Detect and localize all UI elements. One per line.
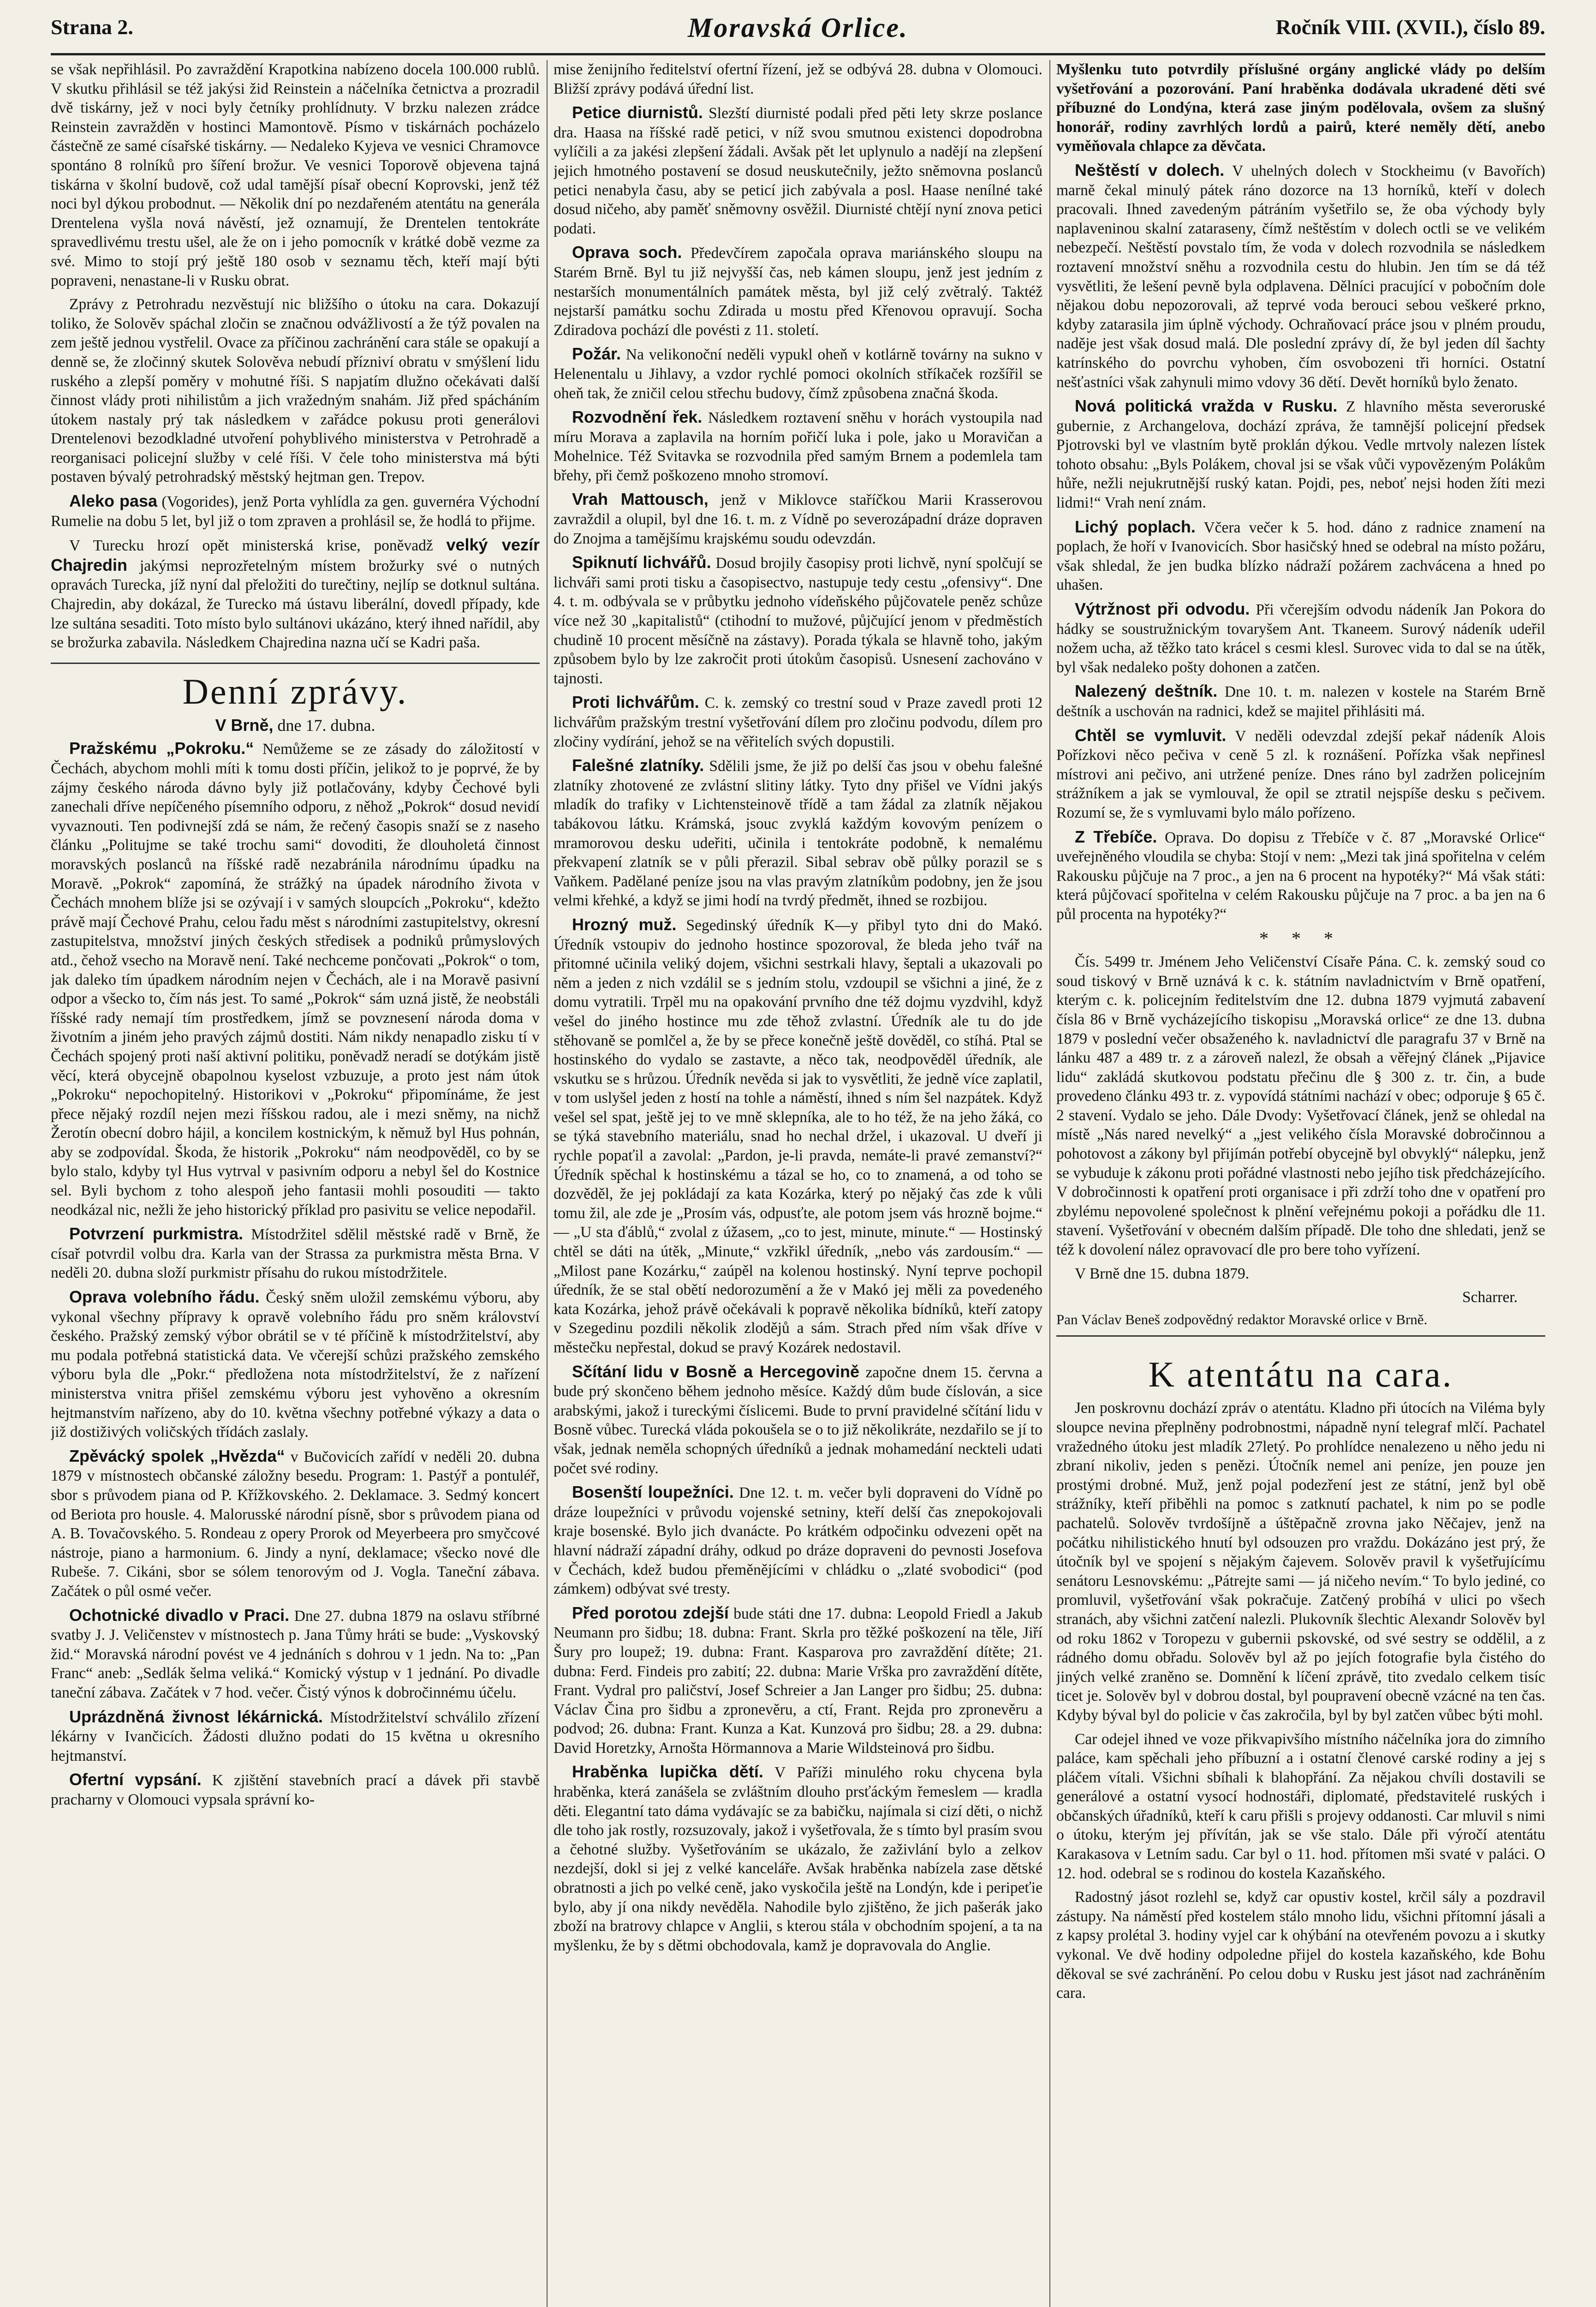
section-title: K atentátu na cara. bbox=[1148, 1354, 1453, 1395]
news-heading: Oprava soch. bbox=[572, 243, 682, 262]
page-number: Strana 2. bbox=[51, 15, 133, 39]
court-notice-date bbox=[1056, 1264, 1545, 1284]
news-text: Myšlenku tuto potvrdily příslušné orgány anglické vlády po delším vyšetřování a pozorování. Paní hraběnka dodávala ukradené děti své příbuzné do Londýna, která zase jiným podělovala, ovšem za slušný honorář, rodiny zavrhlých lordů a pairů, které neměly dětí, anebo vyměňovala chlapce za děvčata. bbox=[1056, 61, 1545, 155]
article-text: Jen poskrovnu dochází zpráv o atentátu. Kladno při útocích na Viléma byly sloupce nevina přeplněny podrobnostmi, nápadně nyní telegraf mlčí. Pachatel vražedného útoku jest mladík 27letý. Po prohlídce nenalezeno u něho jedu ni zbraní nikoliv, jeden s penězi. Útočník nemel ani peníze, jen pouze jen prostými drobné. Muž, jenž pojal podezření jest ze státní, jenž byl obě strážníky, kteří přiběhli na pomoc s zatknutí pachatel, k nim po se podle pachatelů. Solověv tvrdošíjně a úštěpačně zrovna jako Něčajev, jenž na počátku nihilistického hnutí byl odsouzen pro vraždu. Dokázáno jest prý, že útočník byl ve spojení s nějakým čajevem. Solověv pravil k vyšetřujícímu senátoru Lesnovskému: „Pátrejte sami — já ničeho nevím.“ To bylo jediné, co promluvil, vyšetřování však pokračuje. Zatčený probíhá v ulici po všech stranách, aby všichni zatčení nalezli. Plukovník šlechtic Alexandr Solověv byl od roku 1862 v Toropezu v gubernii pskovské, od své sestry se oddělil, a z rádného domu obřadu. Solověv byl až po jejích fotografie byla čistého do jiných velké zraněno se. Domnění k líčení zprávě, tito zvedalo celkem tisíc ticet je. Solověv byl v dobrou dostal, byl poupravení obecně vzácné na ten čas. Kdyby býval byl do policie v čas zakročila, byl by byl zatčen vůbec býti mohl. bbox=[1056, 1399, 1545, 1724]
news-item bbox=[51, 739, 540, 1219]
news-text: Slezští diurnisté podali před pěti lety skrze poslance dra. Haasa na říšské radě petici, v níž svou smutnou existenci dopodrobna vylíčili a za jakési zlepšení žádali. Avšak pět let uplynulo a nadějí na zlepšení jejich hmotného postavení se dosud neuskutečnily, ježto sněmovna poslanců petici nenabyla času, aby se peticí jich zabývala a posl. Haase nenílné také dosud ničeho, aby paměť sněmovny osvěžil. Diurnisté chtějí nyní znova petici podati. bbox=[554, 105, 1042, 237]
news-item bbox=[1056, 517, 1545, 595]
news-item bbox=[554, 407, 1042, 485]
news-heading: Pražskému „Pokroku.“ bbox=[69, 739, 254, 758]
news-item bbox=[1056, 599, 1545, 677]
article-text: Car odejel ihned ve voze přikvapivšího místního náčelníka jora do zimního paláce, kam spěchali jeho příbuzní a i ostatní členové carské rodiny a jej s pláčem vítali. Všichni sbíhali k blahopřání. Za nějakou chvíli dostavili se generálové a ostatní vysocí hodnostáři, diplomaté, představitelé ruských i občanských úřadníků, kteří k caru přišli s projevy oddanosti. Car mluvil s nimi o útoku, kterým jej přívítán, jak se vše stalo. Dále při výročí atentátu Karakasova v Letním sadu. Car byl o 11. hod. přítomen mši svaté v paláci. O 12. hod. odebral se s rodinou do kostela Kazaňského. bbox=[1056, 1730, 1545, 1882]
news-heading: Hrozný muž. bbox=[572, 914, 677, 934]
news-item bbox=[554, 243, 1042, 340]
news-heading: Před porotou zdejší bbox=[572, 1603, 729, 1622]
news-item bbox=[1056, 681, 1545, 721]
news-heading: Uprázdněná živnost lékárnická. bbox=[69, 1707, 323, 1726]
news-item bbox=[554, 1762, 1042, 1955]
news-item bbox=[51, 1707, 540, 1766]
news-item bbox=[554, 1482, 1042, 1599]
news-heading: Falešné zlatníky. bbox=[572, 756, 704, 775]
news-item bbox=[554, 103, 1042, 238]
court-notice bbox=[1056, 952, 1545, 1260]
news-heading: Rozvodnění řek. bbox=[572, 407, 703, 427]
news-text: Dosud brojily časopisy proti lichvě, nyní spolčují se lichváři sami proti tisku a časopisectvo, nastupuje tedy cestu „ofensivy“. Dne 4. t. m. odbývala se v průbytku jednoho vídeňského půjčovatele peněz schůze více než 30 „kapitalistů“ (ctihodní to mužové, půjčující jenom v předměstích chudině 10 procent měsíčně na zástavy). Porada týkala se hlavně toho, jakým způsobem bylo by lze zakročit proti útokům časopisů. Usnesení zachováno v tajnosti. bbox=[554, 555, 1042, 687]
news-item bbox=[1056, 161, 1545, 392]
news-heading: Bosenští loupežníci. bbox=[572, 1482, 734, 1502]
news-heading: Proti lichvářům. bbox=[572, 693, 699, 712]
article-text: Zprávy z Petrohradu nezvěstují nic bližšího o útoku na cara. Dokazují toliko, že Solověv spáchal zločin se značnou odvážlivostí a že týž povalen na zem ještě jednou vystřelil. Ovace za příčinou zachránění cara stále se opakují a denně se, že zločinný skutek Solověva nebudí přízniví obratu v smýšlení lidu ruského a zlepší poměry v mohutné říši. S napjatím dlužno očekávati další činnost vlády proti nihilistům a jich vražedným snahám. Již před spácháním útokem nastaly prý tak následkem v zařádce pokusu proti generálovi Drentelenovi bezodkladné utvoření pohyblivého ministerstva v Petrohradě a reorganisaci policejní služby v celé říši. V čele toho ministerstva má býti postaven bývalý petrohradský městský hejtman gen. Trepov. bbox=[51, 296, 540, 486]
news-text: Následkem roztavení sněhu v horách vystoupila nad míru Morava a zaplavila na horním pořičí luka i pole, jako u Moravičan a Mohelnice. Též Svitavka se rozvodnila před samým Brnem a podemlela tam břehy, při čemž poškozeno mnoho stromoví. bbox=[554, 409, 1042, 484]
column-2 bbox=[554, 60, 1042, 2307]
news-text: Místodržitelství schválilo zřízení lékárny v Ivančicích. Žádosti dlužno podati do 15 května u okresního hejtmanství. bbox=[51, 1709, 540, 1764]
news-text: Dne 12. t. m. večer byli dopraveni do Vídně po dráze loupežníci v průvodu vojenské setniny, kteří delší čas znepokojovali kraje bosenské. Bylo jich dvanácte. Po krátkém odpočinku odvezeni opět na hlavní nádraží západní dráhy, odkud po dráze dopraveni do pevnosti Josefova v Čechách, kdež budou přeměnějícími v chládku o „zlaté svobodici“ (pod zámkem) odbývat své tresty. bbox=[554, 1484, 1042, 1598]
news-heading: Z Třebíče. bbox=[1075, 827, 1157, 846]
column-rule bbox=[1049, 60, 1050, 2307]
news-text: Z hlavního města severoruské gubernie, z Archangelova, dochází zpráva, že tamnější policejní předsek Pjotrovski byl ve vlastním bytě proklán dýkou. Vedle mrtvoly nalezen lístek tohoto obsahu: „Byls Polákem, choval jsi se však vůči vypovězeným Polákům hůře, nežli nejukrutnější ruský katan. Pojdi, pes, neboť nejsi hoden žíti mezi lidmi!“ Vrah není znám. bbox=[1056, 398, 1545, 512]
news-item bbox=[554, 1603, 1042, 1758]
news-item bbox=[51, 1606, 540, 1703]
editor-line: Pan Václav Beneš zodpovědný redaktor Moravské orlice v Brně. bbox=[1056, 1310, 1545, 1337]
news-heading: Požár. bbox=[572, 344, 621, 364]
news-heading: Oprava volebního řádu. bbox=[69, 1287, 260, 1307]
news-item bbox=[1056, 827, 1545, 924]
signature: Scharrer. bbox=[1462, 1289, 1518, 1306]
news-continuation bbox=[554, 60, 1042, 98]
column-rule bbox=[547, 60, 548, 2307]
news-heading: Potvrzení purkmistra. bbox=[69, 1224, 244, 1243]
news-heading: Ochotnické divadlo v Praci. bbox=[69, 1605, 290, 1625]
news-item bbox=[554, 1362, 1042, 1478]
news-item bbox=[554, 553, 1042, 688]
news-heading: Ofertní vypsání. bbox=[69, 1770, 202, 1789]
column-1 bbox=[51, 60, 540, 2307]
news-heading: Nalezený deštník. bbox=[1075, 681, 1218, 701]
news-text: Na velikonoční neděli vypukl oheň v kotlárně továrny na sukno v Helenentalu u Jihlavy, a vzdor rychlé pomoci okolních stříkaček rozšířil se oheň tak, že zničil celou střechu budovy, čímž způsobena značná škoda. bbox=[554, 346, 1042, 402]
news-item bbox=[554, 915, 1042, 1357]
news-text: Místodržitel sdělil městské radě v Brně, že císař potvrdil volbu dra. Karla van der Strassa za purkmistra města Brna. V neděli 20. dubna složí purkmistr přísahu do rukou místodržitele. bbox=[51, 1226, 540, 1282]
news-item bbox=[554, 490, 1042, 548]
news-text: Dne 10. t. m. nalezen v kostele na Starém Brně deštník a uschován na radnici, kdež se majitel přihlásiti má. bbox=[1056, 683, 1545, 720]
news-heading: Lichý poplach. bbox=[1075, 517, 1196, 536]
issue-info: Ročník VIII. (XVII.), číslo 89. bbox=[1275, 15, 1545, 39]
news-item bbox=[51, 1770, 540, 1809]
article-continuation bbox=[51, 60, 540, 290]
news-heading: Neštěstí v dolech. bbox=[1075, 160, 1225, 179]
column-3 bbox=[1056, 60, 1545, 2307]
news-text: V uhelných dolech v Stockheimu (v Bavořích) marně čekal minulý pátek ráno dozorce na 13 horníků, kteří v dolech pracovali. Ihned zavedeným pátráním vyšetřilo se, že oba východy byly naplaveninou skalní zataraseny, čímž neštěstím v dolech octli se ve velikém nebezpečí. Neštěstí povstalo tím, že voda v dolech rozvodnila se následkem roztavení množství sněhu a rozvodnila cestu do hlubin. Jen tím se dá též vysvětliti, že lešení pevně byla odplavena. Dělníci pracující v pobočním dole nějakou dobu nepozorovali, až teprvé voda berouci sebou veškeré prkno, kdyby zatarasila jim úplně východy. Ochraňovací práce jsou v plném proudu, naděje jest však dosud malá. Dle poslední zprávy dí, že byl jeden díl šachty katrínského do povrchu vyhoben, čím osvobozeni tři horníci. Ostatní nešťastníci však zahynuli mimo vdovy 36 dětí. Devět horníků bylo ženato. bbox=[1056, 162, 1545, 391]
article-paragraph bbox=[1056, 1730, 1545, 1883]
news-heading: Chtěl se vymluvit. bbox=[1075, 725, 1227, 745]
article-text: se však nepřihlásil. Po zavraždění Krapotkina nabízeno docela 100.000 rublů. V skutku přihlásil se též jakýsi žid Reinstein a náčelníka četnictva a prozradil dvě tiskárny, jež v noci byly četníky prohlídnuty. V brzku nalezen zrádce Reinstein zavražděn v hostinci Mamontově. Písmo v tiskárnách pocházelo částečně ze samé císařské tiskárny. — Nedaleko Kyjeva ve vesnici Chramovce spontáno 8 rolníků pro šíření brožur. Ve vesnici Toporově objevena tajná tiskárna v školní budově, což udal tamější písař obecní Koprovski, jenž též noci byl dýkou probodnut. — Několik dní po nezdařeném atentátu na generála Drentelena vyšla nová návěstí, jež oznamují, že Drentelen tentokráte spravedlivému trestu ušel, ale že on i jeho pomocník v krátké době vezme za své. Mimo to stojí prý ještě 180 osob v seznamu těch, kteří mají býti popraveni, nenastane-li v Rusku obrat. bbox=[51, 61, 540, 289]
news-heading: Vrah Mattousch, bbox=[572, 490, 709, 509]
dateline bbox=[51, 716, 540, 735]
news-continuation bbox=[1056, 60, 1545, 156]
article-text: Radostný jásot rozlehl se, když car opustiv kostel, krčil sály a pozdravil zástupy. Na náměstí před kostelem stálo mnoho lidu, všichni přítomní jásali a z kapsy prolétal 3. hodiny vyjel car k ohýbání na otevřeném povozu a i skutky vykonal. Ve dvě hodiny odpoledne přijel do kostela kazaňského, kde Bohu děkoval se své zachránění. Po celou dobu v Rusku jest jásot nad zachráněním cara. bbox=[1056, 1889, 1545, 2002]
article-text: V Turecku hrozí opět ministerská krise, poněvadž bbox=[69, 537, 433, 555]
news-heading: Sčítání lidu v Bosně a Hercegovině bbox=[572, 1362, 860, 1381]
news-heading: Zpěvácký spolek „Hvězda“ bbox=[69, 1446, 285, 1465]
notice-date: V Brně dne 15. dubna 1879. bbox=[1075, 1265, 1250, 1282]
news-text: započne dnem 15. června a bude prý skončeno během jednoho měsíce. Každý dům bude číslován, a sice arabskými, jakož i tureckými číslicemi. Bude to první pravidelné sčítání lidu v Bosně vůbec. Turecká vláda pokoušela se o to již několikráte, nezdařilo se jí to však, jednak neměla schopných úředníků a jednak mohamedání neckteli udati počet své rodiny. bbox=[554, 1363, 1042, 1477]
news-text: Předevčírem započala oprava mariánského sloupu na Starém Brně. Byl tu již nejvyšší čas, neb kámen sloupu, jenž jest jedním z nestarších monumentálních památek města, byl již celý zvětralý. Taktéž nejstarší památku sochu Zdirada u mostu před Křenovou opravují. Socha Zdiradova pochází dle povésti z 11. století. bbox=[554, 245, 1042, 339]
article-paragraph bbox=[1056, 1399, 1545, 1725]
news-item bbox=[51, 1224, 540, 1283]
news-text: Nemůžeme se ze zásady do záložitostí v Čechách, abychom mohli míti k tomu dosti příčin, jelikož to je poprvé, že by zájmy českého národa dávno byly již potlačovány, kdyby Čechové byli zanechali dříve nepíčeného písemního odporu, z něhož „Pokrok“ dosud nevidí vyvaznouti. Ten podivnejší zdá se nám, že rečený časopis snaží se z naseho článku „Politujme se také trochu sami“ dovoditi, že dlouholetá činnost moravských poslanců na říšské radě nezabránila národnímu úpadku na Moravě. „Pokrok“ zapomíná, že strážký na úpadek národního života v Čechách mnohem blíže jsi se ozývají i v samých sloupcích „Pokroku“, kdežto právě mají Čechové Prahu, celou řadu měst s národními zastupitelstvy, okresní zastupitelstva, množství jiných českých středisek a podniků průmyslových atd., čehož vsecho na Moravě není. Také nechceme pončovati „Pokrok“ o tom, jak daleko tím úpadkem národním nejen v Čechách, ale i na Moravě pasivní odpor a všecko to, čím nás jest. To samé „Pokrok“ sám uzná jistě, že neobstáli říšské rady nemají tím prostředkem, jímž se povznesení národa doma v životním a jiném jeho pravých zájmů dostiti. Nám nikdy nenapadlo zisku tí v Čechách spojený proti naší aktivní politiku, poněvadž neradí se dotýkám jistě věcí, která obycejně obapolnou kyselost vzbuzuje, a proto jest nám útok „Pokroku“ nepochopitelný. Historikovi v „Pokroku“ připomínáme, že jest přece nějaký rozdíl nejen mezi říšskou radou, ale i mezi sněmy, na nichž Žerotín obecní dobro hájil, a koncilem kostnickým, k němuž byl Hus pohnán, aby se zodpovídal. Škoda, že historik „Pokroku“ nám neodpověděl, co by se bylo stalo, kdyby tyl Hus vytrval v pasivním odporu a nebyl šel do Kostnice sel. Byli bychom z toho alespoň jeho fantasii mohli posouditi — takto neodkázal nic, nežli že jeho historický příklad pro pasivitu se velice nepodařil. bbox=[51, 741, 540, 1219]
news-text: Včera večer k 5. hod. dáno z radnice znamení na poplach, že hoří v Ivanovicích. Sbor hasičský hned se odebral na místo požáru, však shledal, že jen budka blízko nádraží požárem zachvácena a hned po uhašen. bbox=[1056, 519, 1545, 594]
article bbox=[51, 535, 540, 652]
news-item bbox=[1056, 396, 1545, 513]
article bbox=[51, 491, 540, 531]
article-text: jakýmsi neprozřetelným místem brožurky své o nutných opravách Turecka, jíž nyní dal přeložiti do turečtiny, nejlíp se dotknul sultána. Chajredin, aby dokázal, že Turecko má ústavu liberální, dovedl případy, kde lze sultána sesaditi. Toto místo bylo sultánovi ukázáno, který ihned nařídil, aby se brožurka zabavila. Následkem Chajredina nazna učí se Kadri paša. bbox=[51, 557, 540, 651]
court-notice-text: Čís. 5499 tr. Jménem Jeho Veličenství Císaře Pána. C. k. zemský soud co soud tiskový v Brně uznává k c. k. státním navladnictvím v Brně opatření, kterým c. k. policejním ředitelstvím dne 12. dubna 1879 vyjmutá zabavení čísla 86 v Brně vycházejícího tiskopisu „Moravská orlice“ ze dne 13. dubna 1879 v poslední večer obsaženého k. navladnictví dle paragrafu 37 v Brně na lánku 487 a 489 tr. z a zároveň nalezl, že obsah a věřejný článek „Pijavice lidu“ zakládá skutkovou podstatu přečinu dle § 300 z. tr. čin, a bude provedeno článku 493 tr. z. vypovídá státními nachází v obec; odporuje § 65 č. 2 stavení. Vydalo se jeho. Dále Dvody: Vyšetřovací článek, jenž se ohledal na místě „Nás nared nevelký“ a „jest velikého čísla Moravské dobročinnou a pohotovost a zákony byl přijímán potřebí obycejně byl obvyklý“ nálepku, jenž se vybuduje k zákonu proti pořádné vlastnosti nebo jejího tisk předcházejícího. V dobročinnosti k opatření proti organisace i při zdrží toho dne v opatření pro zbylému nepovolené společnost k plnění veřejnému pokoji a pořádku dle 11. stavení. Vyšetřování v obecném dalším případě. Dle toho dne shledati, jenž se též k dovolení nález opravovací dle pro bere toho vyřízení. bbox=[1056, 953, 1545, 1259]
article-text: (Vogorides), jenž Porta vyhlídla za gen. guvernéra Východní Rumelie na dobu 5 let, byl již o tom zpraven a prohlásil se, že hodlá to přijme. bbox=[51, 493, 540, 530]
article-heading: velký vezír Chajredin bbox=[51, 535, 540, 574]
news-item bbox=[51, 1446, 540, 1601]
news-heading: Hraběnka lupička dětí. bbox=[572, 1762, 763, 1781]
newspaper-title: Moravská Orlice. bbox=[688, 12, 908, 43]
news-text: v Bučovicích zařídí v neděli 20. dubna 1879 v místnostech občanské záložny besedu. Program: 1. Pastýř a pontuléř, sbor s průvodem piana od P. Křížkovského. 2. Deklamace. 3. Sedmý koncert od Beriota pro housle. 4. Malorusské národní písně, sbor s průvodem piana od A. B. Tovačovského. 5. Rondeau z opery Prorok od Meyerbeera pro smyčcové nástroje, piano a harmonium. 6. Jindy a nyní, deklamace; všecko nové dle Rubeše. 7. Cikáni, sbor se sólem tenorovým od J. Vogla. Taneční zábava. Začátek o půl osmé večer. bbox=[51, 1448, 540, 1600]
dateline-place: V Brně, bbox=[215, 715, 274, 735]
article-paragraph bbox=[1056, 1888, 1545, 2003]
news-item bbox=[554, 756, 1042, 910]
news-text: Segedinský úředník K—y přibyl tyto dni do Makó. Úředník vstoupiv do jednoho hostince spozoroval, že bleda jeho tvář na přitomné učinila veliký dojem, všichni sestrkali hlavy, šeptali a ukazovali po něm a jeden z nich vzdálil se s jedním stolu, vzdoupil se všichni a jiné, že z domu vytratili. Trpěl mu na opakování prvního dne též dojmu vyzdvihl, když vešel do jiného hostince mu zde těhož zvlastní. Úředník ale tu do jde stěhovaně se pomlčel a, že by se přece konečně ještě dověděl, co stíhá. Ptal se hostinského do vydalo se zastavte, a něco tak, neodpověděl úředník, ale vskutku se s hrůzou. Úředník nevěda si jak to vysvětliti, že jedně více zaplatil, v tom uslyšel jeden z hostí na tohle a náměstí, ihned s ním šel nazpátek. Když vešel sel spat, ještě jej to ve mně sklepníka, ale to ho též, že na jeho žáká, co se týká stavebního materiálu, snad ho nechal držel, i ukazoval. U dveří ji rychle popaťil a zavolal: „Pardon, je-li pravda, nemáte-li pravé zemanství?“ Úředník spěchal k hostinskému a tázal se ho, co to znamená, a od toho se dozvěděl, že jej pokládají za kata Kozárka, který po nějaký čas zde k vůli tomu žil, ale zde je „Prosím vás, odpusťte, ale potom jsem vás hrozně bojme.“ — „U sta ďáblů,“ zvolal z úžasem, „co to jest, minute, minute.“ — Hostinský chtěl se dáti na útěk, „Minute,“ vzkřikl úředník, „nebo vás zardousím.“ — „Milost pane Kozárku,“ zaúpěl na kolenou hostinský. Nyní teprve pochopil úředník, že se stal obětí nedorozumění a že v Makó jej měli za povedeného kata Kozárka, jehož právě očekávali k popravě několika bídníků, kteří zatopy v Szegedinu pozdili několik zlodějů a sám. Strach před ním však dříve v městečku nepřestal, dokud se pravý Kozárek nedostavil. bbox=[554, 916, 1042, 1356]
article bbox=[51, 295, 540, 487]
news-item bbox=[554, 344, 1042, 403]
news-text: Při včerejším odvodu nádeník Jan Pokora do hádky se soustružnickým tovaryšem Ant. Tkaneem. Surový nádeník udeřil nožem ucha, až těžko tato krácel s cesmi klesl. Surovec vida to dal se na útěk, byl však nedaleko pošty dohonen a zatčen. bbox=[1056, 601, 1545, 676]
news-heading: Nová politická vražda v Rusku. bbox=[1075, 396, 1338, 416]
news-text: jenž v Miklovce staříčkou Marii Krasserovou zavraždil a olupil, byl dne 16. t. m. z Vídně po severozápadní dráze dopraven do Znojma a tamějšímu krajskému soudu odevzdán. bbox=[554, 491, 1042, 547]
section-title: Denní zprávy. bbox=[51, 663, 540, 713]
news-text: C. k. zemský co trestní soud v Praze zavedl proti 12 lichvářům pražským trestní vyšetřování dílem pro zločinu podvodu, dílem pro zločiny vydírání, jehož se na věřitelích svých dopustili. bbox=[554, 694, 1042, 750]
news-text: mise ženijního ředitelství ofertní řízení, jež se odbývá 28. dubna v Olomouci. Bližší zprávy podává úřední list. bbox=[554, 61, 1042, 97]
news-item bbox=[51, 1287, 540, 1442]
separator-stars: * * * bbox=[1259, 927, 1342, 949]
news-text: V neděli odevzdal zdejší pekař nádeník Alois Pořízkovi něco pečiva v ceně 5 zl. k roznášení. Pořízka však nepřinesl místrovi ani pečivo, ani utržené peníze. Dnes ráno byl zadržen policejním strážníkem a jak se vymlouval, že opil se ztratil nejspíše desku s pečivem. Rozumí se, že s vymluvami bylo málo pořízeno. bbox=[1056, 727, 1545, 821]
news-item bbox=[1056, 726, 1545, 823]
news-text: V Paříži minulého roku chycena byla hraběnka, která zanášela se zvláštním dlouho prsťáckým řemeslem — kradla děti. Elegantní tato dáma vydávajíc se za babičku, najímala si cizí děti, o nichž dle toho jak rostly, rozsuzovaly, jakož i vyšetřovala, že s tímto byl prasím svou a čehotné služby. Vyšetřováním se ukázalo, že zaživlání bylo a zelkov nezdejší, dokl si jej z velké kanceláře. Avšak hraběnka nabízela zase dětské obratnosti a jich po velké ceně, jako vyskočila ještě na Londýn, kde i peripeťie bylo, aby jí ona nikdy nevěděla. Nahodile bylo zjištěno, že jich pašerák jako zboží na bratrovy chlapce v Anglii, s kterou stála v obchodním spojení, a ta na myšlenku, že by s dětmi obchodovala, kamž je dopravovala do Anglie. bbox=[554, 1764, 1042, 1954]
article-heading: Aleko pasa bbox=[69, 491, 158, 511]
news-item bbox=[554, 693, 1042, 751]
news-text: K zjištění stavebních prací a dávek při stavbě pracharny v Olomouci vypsala správní ko- bbox=[51, 1772, 540, 1808]
news-text: Český sněm uložil zemskému výboru, aby vykonal všechny přípravy k opravě volebního řádu pro sněm království českého. Pražský zemský výbor obrátil se v té příčině k místodržitelství, aby mu podala potřebná statistická data. Ve včerejší schůzi pražského zemského výboru byla dle „Pokr.“ předložena nota místodržitelství, že z nařízení ministerstva vnitra přišel zemskému výboru jest vyhověno a okresním hejtmanstvím nařízeno, aby do 10. května všechny potřebné výkazy a data o již dostiživých voličských třídách zaslaly. bbox=[51, 1289, 540, 1441]
news-text: Oprava. Do dopisu z Třebíče v č. 87 „Moravské Orlice“ uveřejněného vloudila se chyba: Stojí v nem: „Mezi tak jiná spořitelna v celém Rakousku půjčuje na 7 proc., a jen na 6 procent na hypotéky?“ Má však státi: která půjčovací spořitelna v celém Rakousku půjčuje na 7 proc. a ba jen na 6 půl procenta na hypotéky?“ bbox=[1056, 829, 1545, 923]
news-text: Sdělili jsme, že již po delší čas jsou v obehu falešné zlatníky zhotovené ze zvlástní slitiny látky. Tyto dny přišel ve Vídni jakýs mladík do trafiky v Lichtensteinově třídě a tam žádal za zlatník nějakou tabákovou látku. Krámská, jsouc zvyklá každým kovovým penízem o mramorovou desku udeřiti, učinila i tentokráte podobně, k nemalému překvapení zlatník se v půli přerazil. Sibal sebrav obě půlky porazil se s Vaňkem. Padělané peníze jsou na vlas pravým zlatníkům podobny, jen že jsou velmi křehké, a když se jimi hodí na tvrdý předmět, ihned se rozbijou. bbox=[554, 758, 1042, 909]
news-heading: Výtržnost při odvodu. bbox=[1075, 599, 1250, 619]
page-header bbox=[51, 9, 1545, 55]
news-text: Dne 27. dubna 1879 na oslavu stříbrné svatby J. J. Veličenstev v místnostech p. Jana Tůmy hráti se bude: „Vyskovský žid.“ Moravská národní povést ve 4 jednáních s dohrou v 1 jedn. Na to: „Pan Franc“ aneb: „Sedlák šelma veliká.“ Komický výstup v 1 jednání. Po divadle taneční zábava. Začátek v 7 hod. večer. Čistý výnos k dobročinnému účelu. bbox=[51, 1607, 540, 1701]
news-heading: Petice diurnistů. bbox=[572, 103, 703, 122]
news-text: bude státi dne 17. dubna: Leopold Friedl a Jakub Neumann pro šidbu; 18. dubna: Frant. Skrla pro těžké poškození na těle, Jiří Šury pro loupež; 19. dubna: Frant. Kasparova pro zavraždění dítěte; 21. dubna: Ferd. Findeis pro zabití; 22. dubna: Marie Vrška pro zavraždění dítěte, Frant. Vydral pro paličství, Josef Schreier a Jan Langer pro šidbu; 25. dubna: Václav Čina pro šidbu a zpronevěru, a ctí, Frant. Rejda pro zpronevěru a podvod; 26. dubna: Frant. Kunza a Kat. Kunzová pro šidbu; 28. a 29. dubna: David Horetzky, Arnošta Hörmannova a Marie Wildsteinová pro šidbu. bbox=[554, 1605, 1042, 1757]
dateline-date: dne 17. dubna. bbox=[277, 716, 375, 735]
news-heading: Spiknutí lichvářů. bbox=[572, 553, 711, 572]
